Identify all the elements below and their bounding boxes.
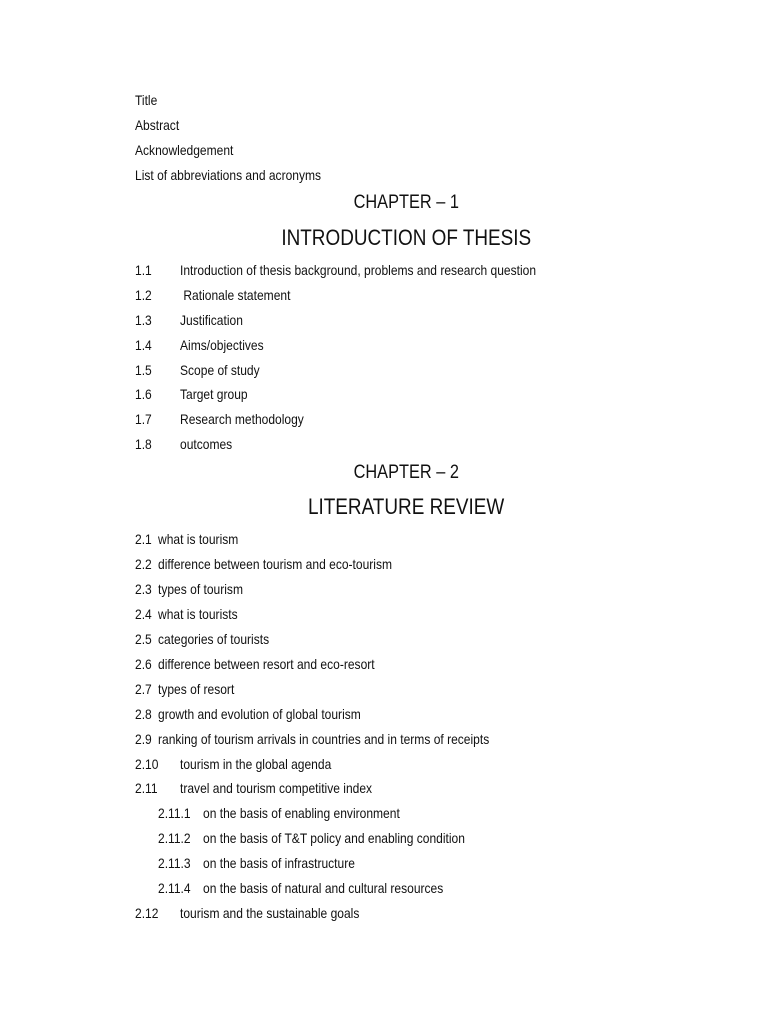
toc-entry: Introduction of thesis background, problems and research question <box>180 262 537 278</box>
toc-subentry: on the basis of T&T policy and enabling condition <box>203 830 465 846</box>
chapter-2-title: LITERATURE REVIEW <box>307 494 505 519</box>
toc-entry: difference between tourism and eco-tourism <box>158 556 393 572</box>
front-matter-acknowledgement: Acknowledgement <box>135 142 234 158</box>
toc-subnumber: 2.11.3 <box>158 855 191 871</box>
toc-number: 1.8 <box>135 436 152 452</box>
toc-subentry: on the basis of natural and cultural resources <box>203 880 444 896</box>
toc-entry: travel and tourism competitive index <box>180 780 373 796</box>
toc-number: 1.2 <box>135 287 152 303</box>
toc-subentry: on the basis of infrastructure <box>203 855 355 871</box>
toc-entry: growth and evolution of global tourism <box>158 706 361 722</box>
toc-number: 2.8 <box>135 706 152 722</box>
toc-number: 2.7 <box>135 681 152 697</box>
toc-number: 2.1 <box>135 531 152 547</box>
toc-entry: categories of tourists <box>158 631 270 647</box>
toc-number: 2.6 <box>135 656 152 672</box>
toc-subnumber: 2.11.2 <box>158 830 191 846</box>
toc-number: 2.9 <box>135 731 152 747</box>
front-matter-title: Title <box>135 92 158 108</box>
toc-entry: outcomes <box>180 436 233 452</box>
toc-number: 1.5 <box>135 362 152 378</box>
toc-entry: Aims/objectives <box>180 337 264 353</box>
toc-entry: ranking of tourism arrivals in countries and in terms of receipts <box>158 731 490 747</box>
toc-entry: Justification <box>180 312 243 328</box>
toc-entry: difference between resort and eco-resort <box>158 656 375 672</box>
toc-number: 2.2 <box>135 556 152 572</box>
toc-number: 2.5 <box>135 631 152 647</box>
toc-subentry: on the basis of enabling environment <box>203 805 400 821</box>
toc-entry: Research methodology <box>180 411 304 427</box>
toc-number: 2.4 <box>135 606 152 622</box>
toc-number: 1.1 <box>135 262 152 278</box>
toc-entry: Target group <box>180 386 248 402</box>
toc-number: 1.6 <box>135 386 152 402</box>
front-matter-abstract: Abstract <box>135 117 180 133</box>
toc-subnumber: 2.11.4 <box>158 880 191 896</box>
toc-number: 1.7 <box>135 411 152 427</box>
toc-number: 2.12 <box>135 905 159 921</box>
toc-number: 2.11 <box>135 780 158 796</box>
chapter-1-title: INTRODUCTION OF THESIS <box>281 225 531 250</box>
toc-entry: Rationale statement <box>180 287 291 303</box>
front-matter-abbreviations: List of abbreviations and acronyms <box>135 167 322 183</box>
toc-number: 1.4 <box>135 337 152 353</box>
toc-entry: Scope of study <box>180 362 260 378</box>
toc-number: 1.3 <box>135 312 152 328</box>
toc-entry: tourism and the sustainable goals <box>180 905 360 921</box>
toc-subnumber: 2.11.1 <box>158 805 191 821</box>
toc-entry: tourism in the global agenda <box>180 756 332 772</box>
chapter-2-label: CHAPTER – 2 <box>353 462 459 483</box>
toc-entry: types of resort <box>158 681 235 697</box>
toc-entry: types of tourism <box>158 581 243 597</box>
toc-entry: what is tourism <box>158 531 239 547</box>
toc-number: 2.3 <box>135 581 152 597</box>
chapter-1-label: CHAPTER – 1 <box>353 192 459 213</box>
toc-number: 2.10 <box>135 756 159 772</box>
toc-entry: what is tourists <box>158 606 238 622</box>
